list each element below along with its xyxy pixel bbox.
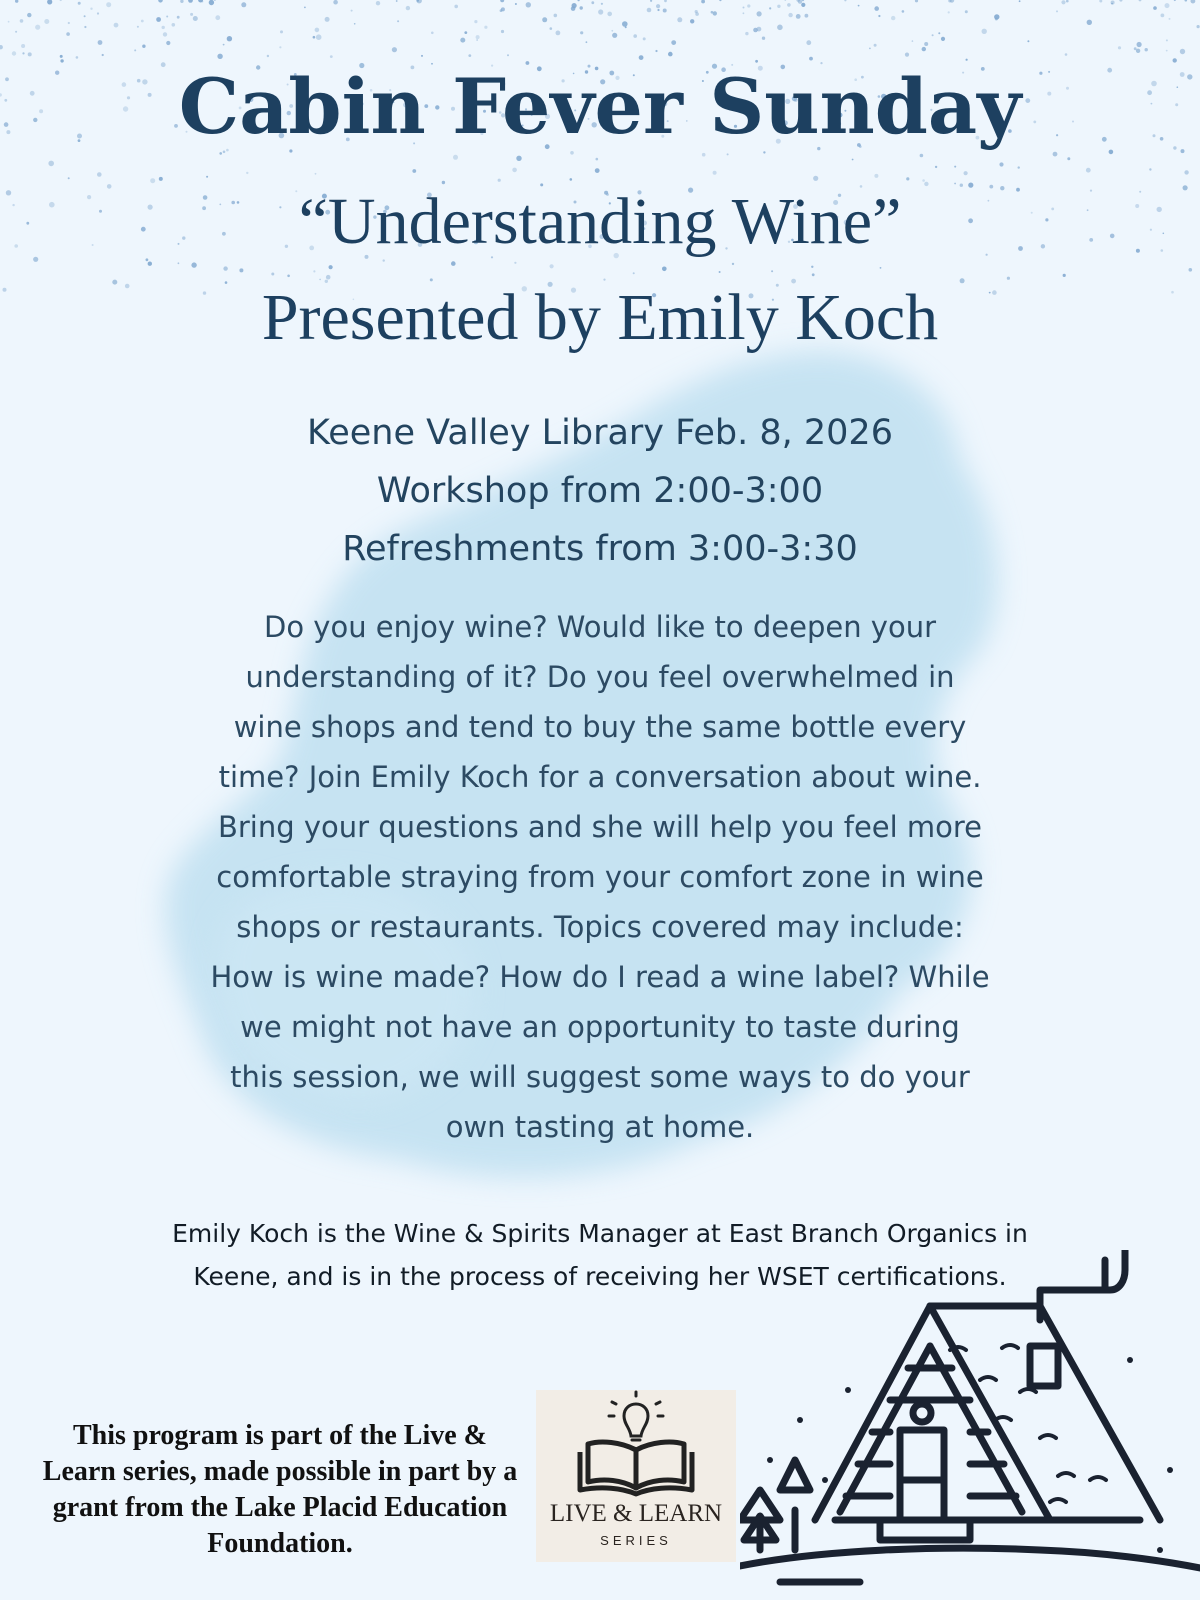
location-date: Keene Valley Library Feb. 8, 2026 (307, 413, 893, 453)
presenter-bio: Emily Koch is the Wine & Spirits Manager at East Branch Organics in Keene, and is in the process of receiving her WSET certifications. (172, 1219, 1028, 1291)
book-lightbulb-icon (536, 1390, 736, 1500)
event-subtitle: “Understanding Wine” (298, 185, 902, 258)
logo-subtitle: SERIES (600, 1533, 672, 1548)
event-title: Cabin Fever Sunday (178, 62, 1022, 151)
workshop-time: Workshop from 2:00-3:00 (376, 471, 824, 511)
a-frame-cabin-icon (740, 1250, 1200, 1600)
logo-title: LIVE & LEARN (549, 1500, 723, 1527)
live-learn-logo (536, 1390, 736, 1562)
refreshments-time: Refreshments from 3:00-3:30 (342, 529, 858, 569)
event-details (0, 404, 1200, 578)
funding-credit: This program is part of the Live & Learn series, made possible in part by a grant from the Lake Placid Education Foundation. (42, 1420, 518, 1559)
event-description: Do you enjoy wine? Would like to deepen your understanding of it? Do you feel overwhelmed in wine shops and tend to buy the same bottle every time? Join Emily Koch for a conversation about wine. Bring your questions and she will help you feel more comfortable straying from your comfort zone in wine shops or restaurants. Topics covered may include: How is wine made? How do I read a wine label? While we might not have an opportunity to taste during this session, we will suggest some ways to do your own tasting at home. (210, 610, 990, 1144)
presenter-line: Presented by Emily Koch (261, 281, 939, 354)
